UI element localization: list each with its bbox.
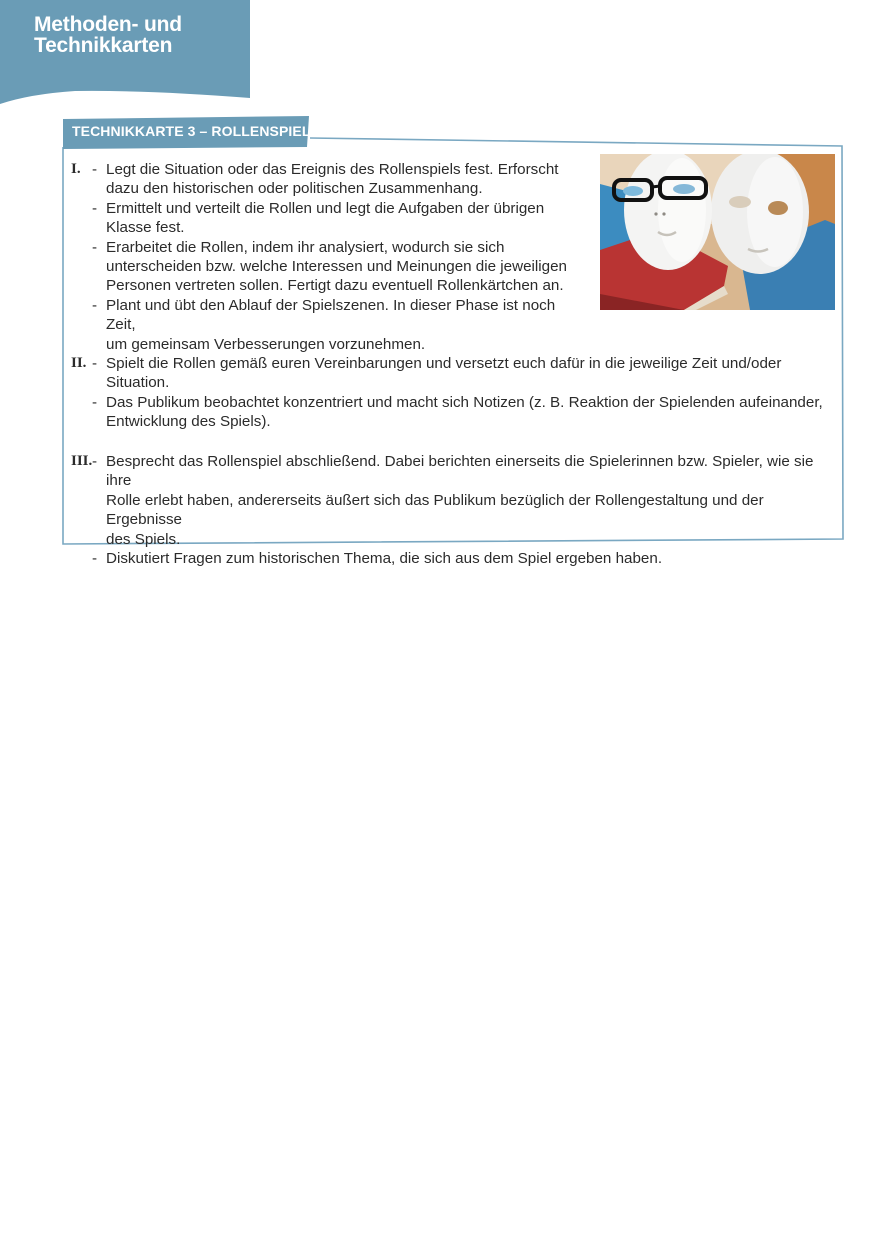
page-title-line-1: Methoden- und	[34, 13, 182, 36]
list-item-line: Erarbeitet die Rollen, indem ihr analysiert, wodurch sie sich	[106, 238, 505, 256]
list-item	[71, 393, 833, 432]
bullet-dash: -	[92, 161, 98, 178]
bullet-dash: -	[92, 393, 98, 411]
section-1	[71, 160, 586, 354]
bullet-dash: -	[92, 550, 98, 568]
list-item-line: um gemeinsam Verbesserungen vorzunehmen.	[106, 335, 426, 353]
list-item-line: Besprecht das Rollenspiel abschließend. Dabei berichten einerseits die Spielerinnen bzw. Spieler, wie sie ihre	[106, 453, 814, 490]
bullet-dash: -	[92, 199, 98, 217]
list-item	[71, 199, 586, 238]
bullet-dash: -	[92, 355, 98, 372]
masks-on-books-photo	[600, 154, 835, 310]
list-item-line: Das Publikum beobachtet konzentriert und macht sich Notizen (z. B. Reaktion der Spielenden aufeinander,	[106, 393, 823, 411]
section-numeral: III.	[71, 453, 93, 469]
list-item	[71, 354, 833, 393]
list-item-line: Spielt die Rollen gemäß euren Vereinbarungen und versetzt euch dafür in die jeweilige Zeit und/oder	[106, 355, 782, 372]
section-3	[71, 452, 833, 568]
list-item	[71, 549, 833, 568]
section-numeral: II.	[71, 355, 87, 371]
list-item-line: Diskutiert Fragen zum historischen Thema, die sich aus dem Spiel ergeben haben.	[106, 550, 663, 568]
list-item-line: Ermittelt und verteilt die Rollen und legt die Aufgaben der übrigen	[106, 199, 545, 217]
list-item	[71, 296, 586, 354]
list-item-line: Personen vertreten sollen. Fertigt dazu eventuell Rollenkärtchen an.	[106, 277, 564, 295]
list-item-line: Klasse fest.	[106, 219, 185, 237]
list-item-line: des Spiels.	[106, 530, 181, 548]
list-item-line: Rolle erlebt haben, andererseits äußert sich das Publikum bezüglich der Rollengestaltung und der Ergebnisse	[106, 491, 764, 529]
card-tab-label: TECHNIKKARTE 3 – ROLLENSPIEL	[72, 123, 311, 139]
list-item-line: Legt die Situation oder das Ereignis des Rollenspiels fest. Erforscht	[106, 161, 559, 178]
section-2	[71, 354, 833, 432]
list-item	[71, 452, 833, 549]
page-title-line-2: Technikkarten	[34, 34, 173, 57]
bullet-dash: -	[92, 453, 98, 470]
list-item-line: unterscheiden bzw. welche Interessen und Meinungen die jeweiligen	[106, 258, 567, 276]
list-item	[71, 238, 586, 296]
list-item-line: dazu den historischen oder politischen Zusammenhang.	[106, 180, 483, 198]
list-item-line: Situation.	[106, 374, 170, 392]
section-numeral: I.	[71, 161, 81, 177]
bullet-dash: -	[92, 238, 98, 256]
list-item-line: Entwicklung des Spiels).	[106, 413, 271, 431]
list-item	[71, 160, 586, 199]
list-item-line: Plant und übt den Ablauf der Spielszenen. In dieser Phase ist noch Zeit,	[106, 296, 556, 334]
bullet-dash: -	[92, 296, 98, 314]
